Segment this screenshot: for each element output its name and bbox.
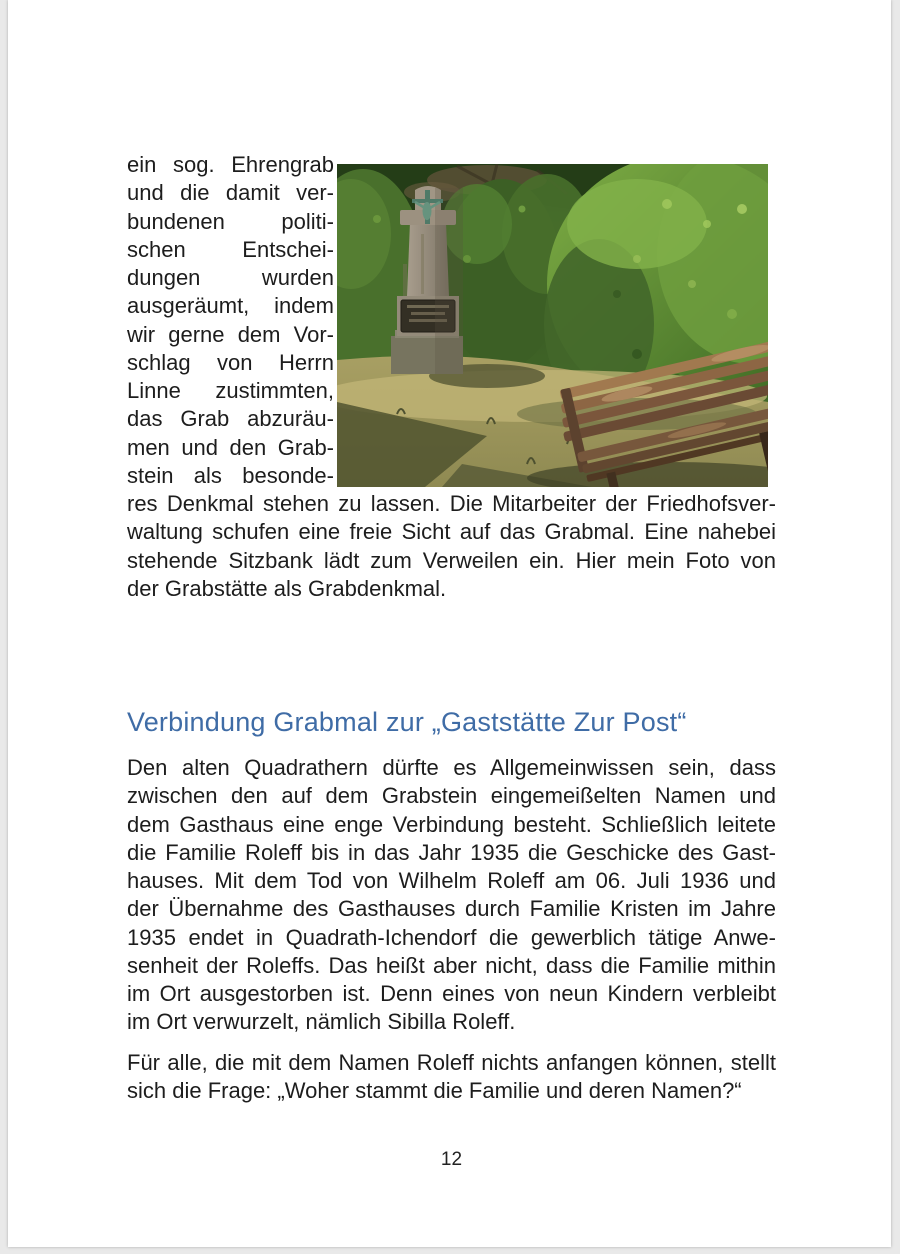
- intro-section: [127, 151, 776, 603]
- text-line: im Ort verwurzelt, nämlich Sibilla Roleff.: [127, 1009, 516, 1035]
- text-line: waltung schufen eine freie Sicht auf das Grabmal. Eine nahebei: [127, 519, 776, 545]
- text-line: men und den Grab-: [127, 434, 334, 460]
- text-line: das Grab abzuräu-: [127, 406, 334, 432]
- text-line: dem Gasthaus eine enge Verbindung besteht. Schließlich leitete: [127, 811, 776, 837]
- text-line: stehende Sitzbank lädt zum Verweilen ein. Hier mein Foto von: [127, 547, 776, 573]
- text-line: ausgeräumt, indem: [127, 293, 334, 319]
- text-line: schen Entschei-: [127, 236, 334, 262]
- text-line: stein als besonde-: [127, 462, 334, 488]
- text-line: ein sog. Ehrengrab: [127, 152, 334, 177]
- text-line: wir gerne dem Vor-: [127, 321, 334, 347]
- page-footer: [127, 1147, 776, 1173]
- page-content: [8, 0, 891, 1173]
- text-line: der Übernahme des Gasthauses durch Familie Kristen im Jahre: [127, 896, 776, 922]
- text-line: Den alten Quadrathern dürfte es Allgemeinwissen sein, dass: [127, 755, 776, 780]
- text-line: zwischen den auf dem Grabstein eingemeißelten Namen und: [127, 783, 776, 809]
- text-line: und die damit ver-: [127, 180, 334, 206]
- photo-scene: [337, 164, 768, 487]
- text-line: Linne zustimmten,: [127, 378, 334, 403]
- text-line: hauses. Mit dem Tod von Wilhelm Roleff am 06. Juli 1936 und: [127, 868, 776, 893]
- text-line: im Ort ausgestorben ist. Denn eines von neun Kindern verbleibt: [127, 981, 776, 1006]
- text-line: senheit der Roleffs. Das heißt aber nicht, dass die Familie mithin: [127, 952, 776, 978]
- text-line: Für alle, die mit dem Namen Roleff nichts anfangen können, stellt: [127, 1049, 776, 1075]
- text-line: 1935 endet in Quadrath-Ichendorf die gewerblich tätige Anwe-: [127, 924, 776, 950]
- text-line: der Grabstätte als Grabdenkmal.: [127, 575, 447, 601]
- text-line: dungen wurden: [127, 265, 334, 290]
- document-page: [8, 0, 891, 1247]
- text-line: sich die Frage: „Woher stammt die Familie und deren Namen?“: [127, 1077, 742, 1103]
- page-number: 12: [440, 1149, 463, 1170]
- grave-monument-photo: [337, 164, 768, 487]
- text-line: die Familie Roleff bis in das Jahr 1935 die Geschicke des Gast-: [127, 839, 776, 865]
- text-line: res Denkmal stehen zu lassen. Die Mitarbeiter der Friedhofsver-: [127, 491, 776, 516]
- text-line: schlag von Herrn: [127, 349, 334, 375]
- paragraph-1: [127, 754, 776, 1037]
- text-line: bundenen politi-: [127, 208, 334, 234]
- paragraph-2: [127, 1049, 776, 1106]
- section-heading: Verbindung Grabmal zur „Gaststätte Zur Post“: [127, 707, 687, 737]
